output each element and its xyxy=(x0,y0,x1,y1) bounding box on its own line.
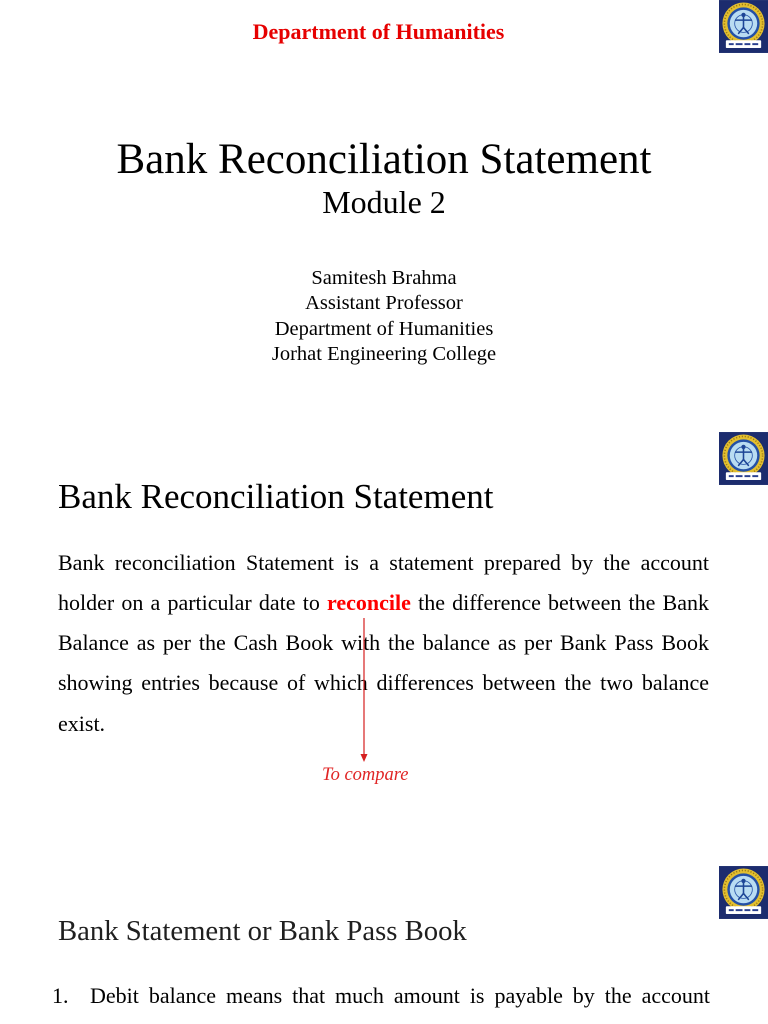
annotation-note: To compare xyxy=(322,765,409,785)
department-header: Department of Humanities xyxy=(252,19,505,44)
author-institution: Jorhat Engineering College xyxy=(271,343,497,366)
list-marker: 1. xyxy=(52,982,69,1008)
definition-paragraph xyxy=(58,543,709,744)
down-arrow-icon xyxy=(354,615,374,765)
highlighted-term: reconcile xyxy=(327,589,411,615)
slide-title xyxy=(0,0,768,430)
slide-heading: Bank Reconciliation Statement xyxy=(58,477,494,516)
college-emblem-logo xyxy=(719,0,768,53)
author-designation: Assistant Professor xyxy=(305,292,463,315)
presentation-title: Bank Reconciliation Statement xyxy=(116,136,652,183)
paragraph-text-before: Bank reconciliation Statement is a statement prepared by the account holder on a particular date to xyxy=(58,549,709,615)
author-department: Department of Humanities xyxy=(274,317,494,340)
module-subtitle: Module 2 xyxy=(322,184,446,220)
paragraph-text-after: the difference between the Bank Balance as per the Cash Book with the balance as per Bank Pass Book showing entries because of which differences between the two balance exist. xyxy=(58,589,709,736)
college-emblem-logo xyxy=(719,866,768,919)
college-emblem-logo xyxy=(719,432,768,485)
slide-heading: Bank Statement or Bank Pass Book xyxy=(58,915,467,947)
slide-bank-pass-book xyxy=(0,864,768,1024)
list-item-text: Debit balance means that much amount is payable by the account xyxy=(90,982,710,1008)
author-name: Samitesh Brahma xyxy=(311,267,457,289)
list-item xyxy=(52,976,710,1016)
author-block xyxy=(0,266,768,368)
slide-definition xyxy=(0,430,768,864)
